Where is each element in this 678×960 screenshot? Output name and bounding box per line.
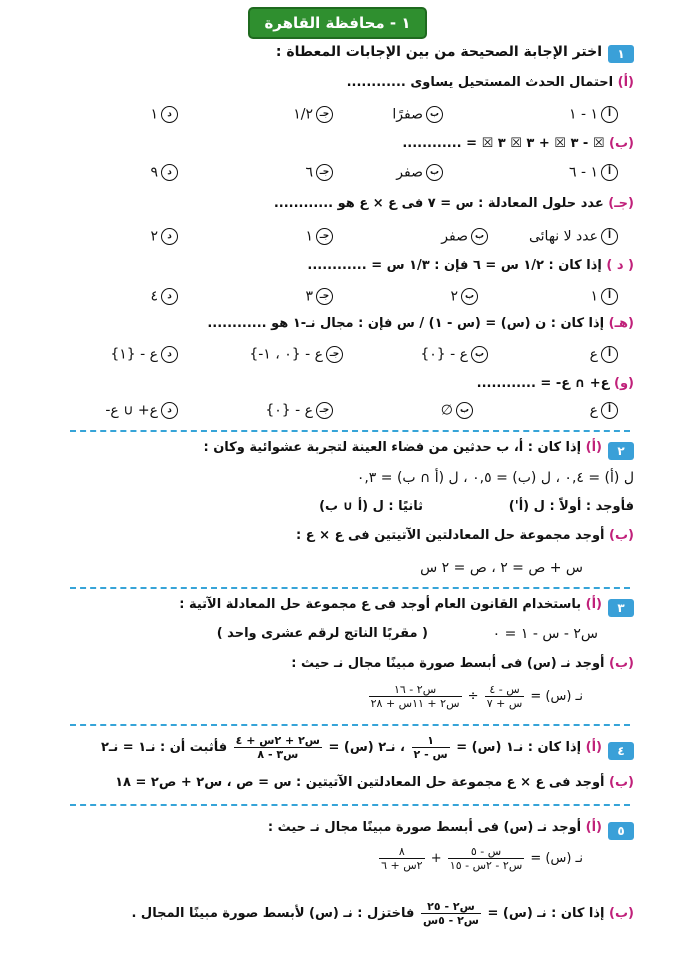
q1-b-text: (ب) ☒ - ٣ ☒ + ٣ ☒ ٣ ☒ = ............: [402, 136, 634, 151]
q1-c-opt3: جـ١: [305, 228, 333, 245]
q3-a-note: ( مقربًا الناتج لرقم عشرى واحد ): [216, 626, 428, 641]
q1-f-opt3: جـع - {٠}: [265, 402, 333, 419]
q1-e-opt1: أع: [590, 346, 618, 363]
q1-d-text: ( د ) إذا كان : ١/٢ س = ٦ فإن : ١/٣ س = ............: [307, 258, 634, 273]
q1-e-opt4: دع - {١}: [110, 346, 178, 363]
section-divider: [70, 724, 630, 726]
q5-b-text: (ب) إذا كان : نـ (س) = $\frac{\text{س٢ - ٢٥}}{\text{س٢ - ٥س}}$ فاختزل : نـ (س) لأبسط صورة مبينًا المجال .: [131, 900, 634, 927]
q1-f-opt2: ب∅: [441, 402, 473, 419]
q4-a-text: (أ) إذا كان : نـ١ (س) = $\frac{١}{\text{س - ٢}}$ ، نـ٢ (س) = $\frac{\text{س٢ + ٢س + ٤}}{\text{س٣ - ٨}}$ فأثبت أن : نـ١ = نـ٢: [100, 734, 602, 761]
q1-e-text: (هـ) إذا كان : ن (س) = (س - ١) / س فإن : مجال نـ-١ هو ............: [207, 316, 634, 331]
q3-b-text: (ب) أوجد نـ (س) فى أبسط صورة مبينًا مجال نـ حيث :: [291, 656, 634, 671]
q1-a-opt3: جـ١/٢: [293, 106, 333, 123]
question-number-4: ٤: [608, 742, 634, 760]
q3-b-expression: نـ (س) = $\frac{\text{س - ٤}}{\text{س + ٧}}$ ÷ $\frac{\text{س٢ - ١٦}}{\text{س٢ + ١١س + ٢٨}}$: [370, 683, 583, 710]
q2-second: ثانيًا : ل (أ ∪ ب): [319, 499, 423, 514]
q3-a-text: (أ) باستخدام القانون العام أوجد فى ع مجموعة حل المعادلة الآتية :: [179, 597, 602, 612]
q1-f-opt1: أع: [590, 402, 618, 419]
q2-b-text: (ب) أوجد مجموعة حل المعادلتين الآتيتين فى ع × ع :: [296, 528, 634, 543]
q1-f-opt4: دع+ ∪ ع-: [105, 402, 178, 419]
q1-e-opt2: بع - {٠}: [420, 346, 488, 363]
question-number-5: ٥: [608, 822, 634, 840]
q4-b-text: (ب) أوجد فى ع × ع مجموعة حل المعادلتين الآتيتين : س = ص ، س٢ + ص٢ = ١٨: [115, 775, 634, 790]
q1-instruction: اختر الإجابة الصحيحة من بين الإجابات المعطاة :: [275, 44, 602, 60]
section-divider: [70, 430, 630, 432]
q1-f-text: (و) ع+ ∩ ع- = ............: [476, 376, 634, 391]
q1-a-opt4: د١: [150, 106, 178, 123]
question-number-2: ٢: [608, 442, 634, 460]
q2-a-text: (أ) إذا كان : أ، ب حدثين من فضاء العينة لتجربة عشوائية وكان :: [203, 440, 602, 455]
q1-a-text: [347, 75, 634, 90]
q1-d-opt2: ب٢: [450, 288, 478, 305]
q2-a-values: ل (أ) = ٠,٤ ، ل (ب) = ٠,٥ ، ل (أ ∩ ب) = ٠,٣: [356, 470, 634, 486]
section-divider: [70, 804, 630, 806]
q1-a-opt2: بصفرًا: [392, 106, 443, 123]
q1-a-label: (أ): [617, 75, 634, 90]
q1-c-opt4: د٢: [150, 228, 178, 245]
q1-d-opt4: د٤: [150, 288, 178, 305]
q1-d-opt3: جـ٣: [305, 288, 333, 305]
q1-b-opt4: د٩: [150, 164, 178, 181]
q1-a-question: احتمال الحدث المستحيل يساوى ............: [346, 75, 614, 90]
q2-find: فأوجد : أولاً : ل (أ'): [508, 499, 634, 514]
q1-c-text: (جـ) عدد حلول المعادلة : س = ٧ فى ع × ع هو ............: [273, 196, 634, 211]
q2-b-eq: س + ص = ٢ ، ص = ٢ س: [420, 560, 583, 576]
q1-c-opt2: بصفر: [441, 228, 488, 245]
q3-a-eq: س٢ - س - ١ = ٠: [492, 626, 598, 642]
page-title: ١ - محافظة القاهرة: [248, 7, 427, 39]
q1-b-opt3: جـ٦: [305, 164, 333, 181]
q1-b-opt2: بصفر: [396, 164, 443, 181]
section-divider: [70, 587, 630, 589]
q5-a-expression: نـ (س) = $\frac{\text{س - ٥}}{\text{س٢ - ٢س - ١٥}}$ + $\frac{٨}{\text{٢س + ٦}}$: [381, 845, 583, 872]
q1-d-opt1: أ١: [590, 288, 618, 305]
q1-e-opt3: جـع - {٠ ، ١-}: [249, 346, 343, 363]
q1-a-opt1: أ١ - ١: [569, 106, 618, 123]
q5-a-text: (أ) أوجد نـ (س) فى أبسط صورة مبينًا مجال نـ حيث :: [267, 820, 602, 835]
question-number-1: ١: [608, 45, 634, 63]
q1-b-opt1: أ١ - ٦: [569, 164, 618, 181]
question-number-3: ٣: [608, 599, 634, 617]
q1-c-opt1: أعدد لا نهائى: [529, 228, 618, 245]
